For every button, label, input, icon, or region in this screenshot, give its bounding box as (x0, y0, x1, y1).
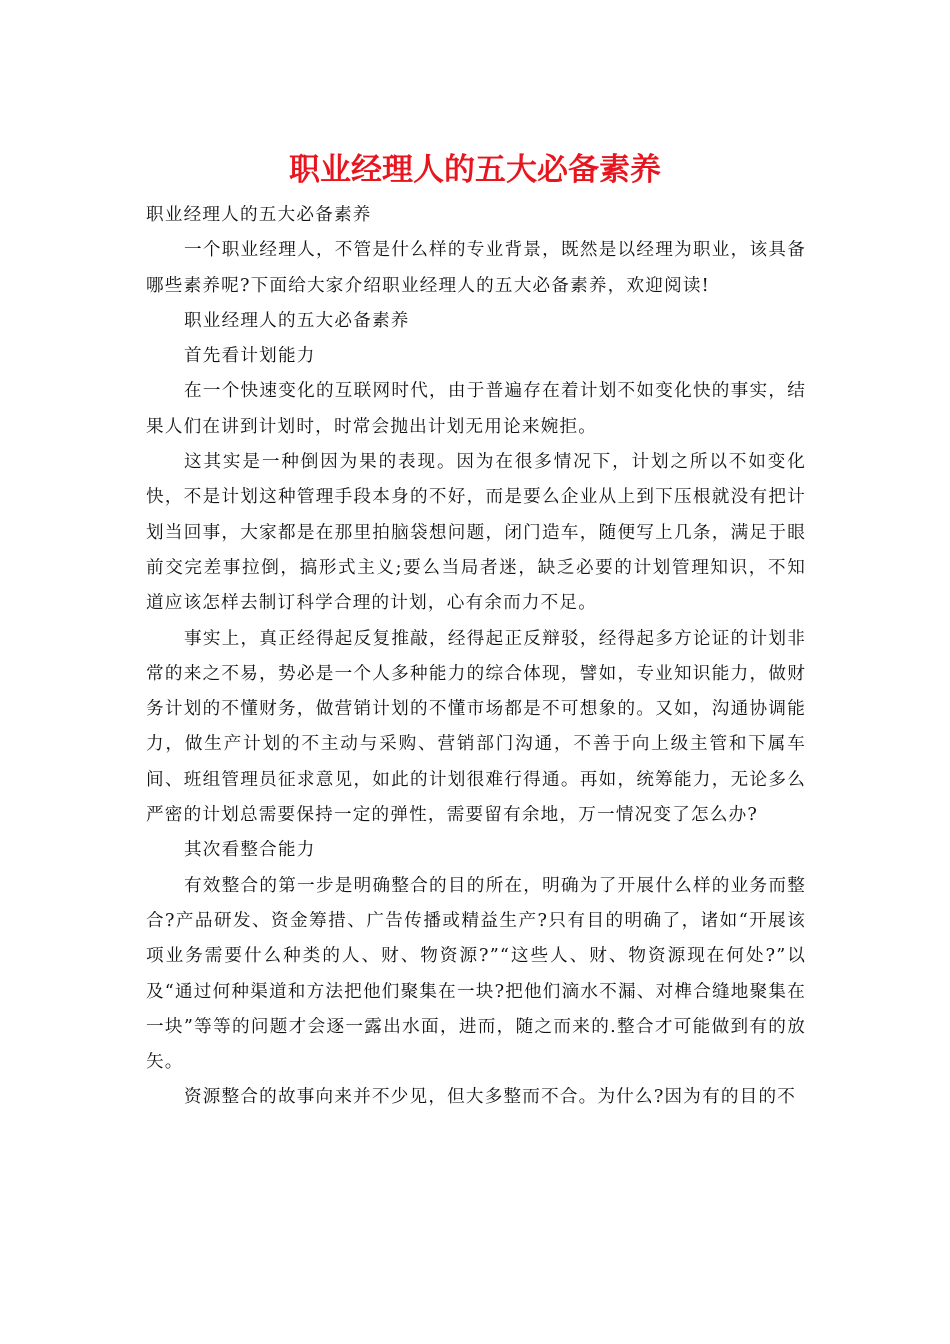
paragraph: 有效整合的第一步是明确整合的目的所在，明确为了开展什么样的业务而整合?产品研发、资金筹措、广告传播或精益生产?只有目的明确了，诸如“开展该项业务需要什么种类的人、财、物资源?”“这些人、财、物资源现在何处?”以及“通过何种渠道和方法把他们聚集在一块?把他们滴水不漏、对榫合缝地聚集在一块”等等的问题才会逐一露出水面，进而，随之而来的.整合才可能做到有的放矢。 (146, 875, 806, 1073)
section-heading-planning: 首先看计划能力 (184, 346, 316, 367)
document-body (146, 198, 806, 1116)
body-heading: 职业经理人的五大必备素养 (146, 205, 372, 225)
section-heading-integration: 其次看整合能力 (184, 840, 316, 861)
paragraph: 在一个快速变化的互联网时代，由于普遍存在着计划不如变化快的事实，结果人们在讲到计划时，时常会抛出计划无用论来婉拒。 (146, 381, 806, 437)
section-subtitle: 职业经理人的五大必备素养 (184, 310, 410, 331)
document-title: 职业经理人的五大必备素养 (289, 152, 661, 188)
intro-paragraph: 一个职业经理人，不管是什么样的专业背景，既然是以经理为职业，该具备哪些素养呢?下面给大家介绍职业经理人的五大必备素养，欢迎阅读! (146, 240, 806, 296)
paragraph: 事实上，真正经得起反复推敲，经得起正反辩驳，经得起多方论证的计划非常的来之不易，势必是一个人多种能力的综合体现，譬如，专业知识能力，做财务计划的不懂财务，做营销计划的不懂市场都是不可想象的。又如，沟通协调能力，做生产计划的不主动与采购、营销部门沟通，不善于向上级主管和下属车间、班组管理员征求意见，如此的计划很难行得通。再如，统筹能力，无论多么严密的计划总需要保持一定的弹性，需要留有余地，万一情况变了怎么办? (146, 628, 806, 826)
paragraph: 这其实是一种倒因为果的表现。因为在很多情况下，计划之所以不如变化快，不是计划这种管理手段本身的不好，而是要么企业从上到下压根就没有把计划当回事，大家都是在那里拍脑袋想问题，闭门造车，随便写上几条，满足于眼前交完差事拉倒，搞形式主义;要么当局者迷，缺乏必要的计划管理知识，不知道应该怎样去制订科学合理的计划，心有余而力不足。 (146, 452, 806, 614)
paragraph: 资源整合的故事向来并不少见，但大多整而不合。为什么?因为有的目的不 (184, 1087, 797, 1108)
